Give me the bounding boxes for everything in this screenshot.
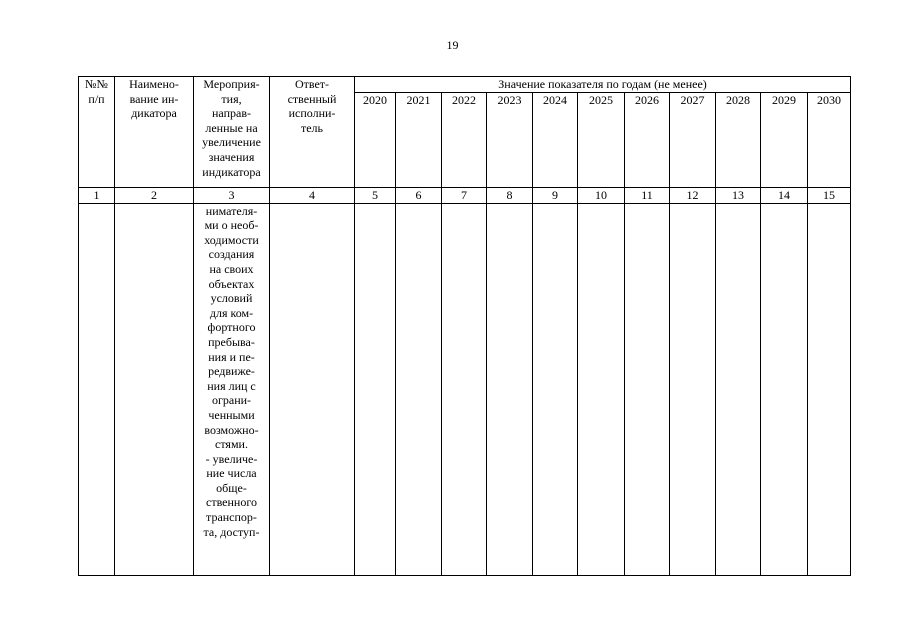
body-num-cell [79,203,115,575]
body-year-cell [487,203,533,575]
header-year: 2025 [578,93,625,188]
body-measure-line: на своих [209,261,254,276]
header-year: 2023 [487,93,533,188]
body-year-cell [761,203,808,575]
body-measure-line: ния и пе- [208,349,255,364]
body-measure-line: фортного [207,320,256,335]
body-year-cell [355,203,396,575]
header-year: 2024 [533,93,578,188]
column-numbers-row [79,188,851,204]
body-measure-cell [194,203,270,575]
body-year-cell [578,203,625,575]
body-measure-line: возможно- [204,422,259,437]
body-measure-line: редвиже- [208,364,255,379]
column-number: 5 [355,188,396,204]
body-measure-line: ограни- [211,393,252,408]
column-number: 7 [442,188,487,204]
body-measure-line: ния лиц с [207,378,256,393]
body-measure-line: нимателя- [205,203,258,218]
body-indicator-cell [115,203,194,575]
header-year: 2026 [625,93,670,188]
body-measure-line: - увеличе- [205,451,258,466]
body-measure-line: ченными [208,407,255,422]
body-year-cell [625,203,670,575]
header-responsible-cell [270,77,355,188]
body-year-cell [396,203,442,575]
header-measure-line: тия, [221,91,242,106]
header-measure-line: ленные на [205,120,258,135]
body-measure-line: создания [208,247,255,262]
table-row [79,203,851,575]
column-number: 3 [194,188,270,204]
header-year: 2030 [808,93,851,188]
header-year: 2020 [355,93,396,188]
column-number: 11 [625,188,670,204]
header-measure-line: значения [208,149,255,164]
header-responsible-line: исполни- [288,106,336,121]
body-measure-line: пребыва- [208,334,255,349]
body-measure-line: транспор- [206,510,257,525]
header-indicator-line: вание ин- [129,91,179,106]
body-measure-line: стями. [215,437,248,452]
header-year: 2027 [670,93,716,188]
body-measure-line: для ком- [209,305,254,320]
body-measure-line: объектах [208,276,255,291]
column-number: 1 [79,188,115,204]
header-responsible-line: ственный [287,91,337,106]
column-number: 8 [487,188,533,204]
body-measure-line: обще- [216,480,247,495]
header-year: 2028 [716,93,761,188]
header-measure-line: увеличение [202,135,261,150]
header-indicator-cell [115,77,194,188]
column-number: 13 [716,188,761,204]
column-number: 14 [761,188,808,204]
column-number: 6 [396,188,442,204]
body-measure-line: ми о необ- [204,218,259,233]
body-year-cell [716,203,761,575]
header-num-cell [79,77,115,188]
body-measure-line: ние числа [206,466,257,481]
page-number: 19 [446,38,459,52]
header-num-line: п/п [88,91,105,106]
column-number: 15 [808,188,851,204]
header-measure-cell [194,77,270,188]
body-measure-line: ходимости [204,232,259,247]
body-measure-line: условий [210,291,253,306]
body-year-cell [442,203,487,575]
header-years-group: Значение показателя по годам (не менее) [355,77,851,93]
header-num-line: №№ [85,77,108,91]
header-year: 2022 [442,93,487,188]
header-measure-line: Мероприя- [203,77,260,91]
header-row [79,77,851,93]
body-year-cell [808,203,851,575]
header-responsible-line: Ответ- [294,77,330,91]
header-year: 2021 [396,93,442,188]
body-measure-line: ственного [206,495,257,510]
column-number: 10 [578,188,625,204]
body-measure-line: та, доступ- [203,524,260,539]
header-responsible-line: тель [300,120,324,135]
body-year-cell [533,203,578,575]
header-measure-line: направ- [212,106,251,121]
column-number: 4 [270,188,355,204]
header-measure-line: индикатора [202,164,261,179]
header-indicator-line: дикатора [131,106,177,121]
indicator-table [78,76,851,576]
column-number: 12 [670,188,716,204]
body-year-cell [670,203,716,575]
column-number: 9 [533,188,578,204]
header-indicator-line: Наимено- [129,77,179,91]
column-number: 2 [115,188,194,204]
header-year: 2029 [761,93,808,188]
body-responsible-cell [270,203,355,575]
